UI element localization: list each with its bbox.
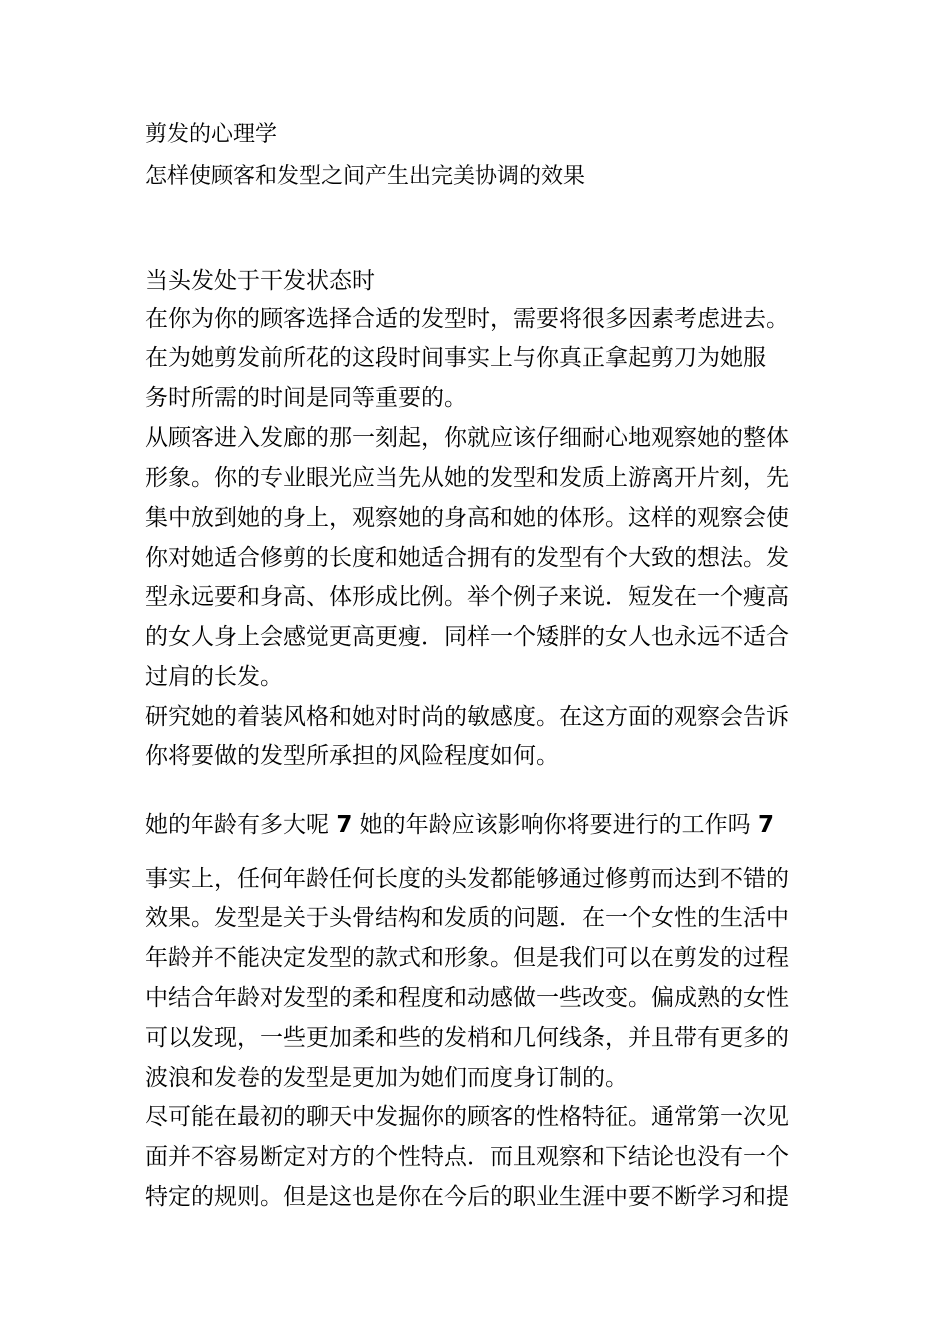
document-subtitle: 怎样使顾客和发型之间产生出完美协调的效果 [145, 164, 586, 189]
text-line: 务时所需的时间是同等重要的。 [145, 385, 467, 411]
question-part-1: 她的年龄有多大呢 [145, 812, 329, 838]
document-title: 剪发的心理学 [145, 122, 278, 147]
text-line: 中结合年龄对发型的柔和程度和动感做一些改变。偏成熟的女性 [145, 985, 789, 1011]
text-line: 效果。发型是关于头骨结构和发质的问题．在一个女性的生活中 [145, 905, 789, 931]
text-line: 尽可能在最初的聊天中发掘你的顾客的性格特征。通常第一次见 [145, 1104, 789, 1130]
text-line: 可以发现，一些更加柔和些的发梢和几何线条，并且带有更多的 [145, 1025, 789, 1051]
text-line: 年龄并不能决定发型的款式和形象。但是我们可以在剪发的过程 [145, 945, 789, 971]
text-line: 的女人身上会感觉更高更瘦．同样一个矮胖的女人也永远不适合 [145, 624, 789, 650]
text-line: 面并不容易断定对方的个性特点．而且观察和下结论也没有一个 [145, 1144, 789, 1170]
text-line: 型永远要和身高、体形成比例。举个例子来说．短发在一个瘦高 [145, 584, 789, 610]
text-line: 特定的规则。但是这也是你在今后的职业生涯中要不断学习和提 [145, 1184, 789, 1210]
text-line: 集中放到她的身上，观察她的身高和她的体形。这样的观察会使 [145, 505, 789, 531]
text-line: 你对她适合修剪的长度和她适合拥有的发型有个大致的想法。发 [145, 545, 789, 571]
text-line: 形象。你的专业眼光应当先从她的发型和发质上游离开片刻，先 [145, 465, 789, 491]
question-number-2: 7 [757, 812, 774, 838]
text-line: 事实上，任何年龄任何长度的头发都能够通过修剪而达到不错的 [145, 866, 789, 892]
question-line [145, 810, 825, 840]
text-line: 过肩的长发。 [145, 664, 283, 690]
text-line: 研究她的着装风格和她对时尚的敏感度。在这方面的观察会告诉 [145, 704, 789, 730]
text-line: 你将要做的发型所承担的风险程度如何。 [145, 743, 559, 769]
section-heading: 当头发处于干发状态时 [145, 268, 375, 294]
text-line: 从顾客进入发廊的那一刻起，你就应该仔细耐心地观察她的整体 [145, 425, 789, 451]
question-part-2: 她的年龄应该影响你将要进行的工作吗 [359, 812, 751, 838]
text-line: 波浪和发卷的发型是更加为她们而度身订制的。 [145, 1065, 628, 1091]
text-line: 在你为你的顾客选择合适的发型时，需要将很多因素考虑进去。 [145, 306, 789, 332]
text-line: 在为她剪发前所花的这段时间事实上与你真正拿起剪刀为她服 [145, 345, 766, 371]
question-number-1: 7 [336, 812, 353, 838]
